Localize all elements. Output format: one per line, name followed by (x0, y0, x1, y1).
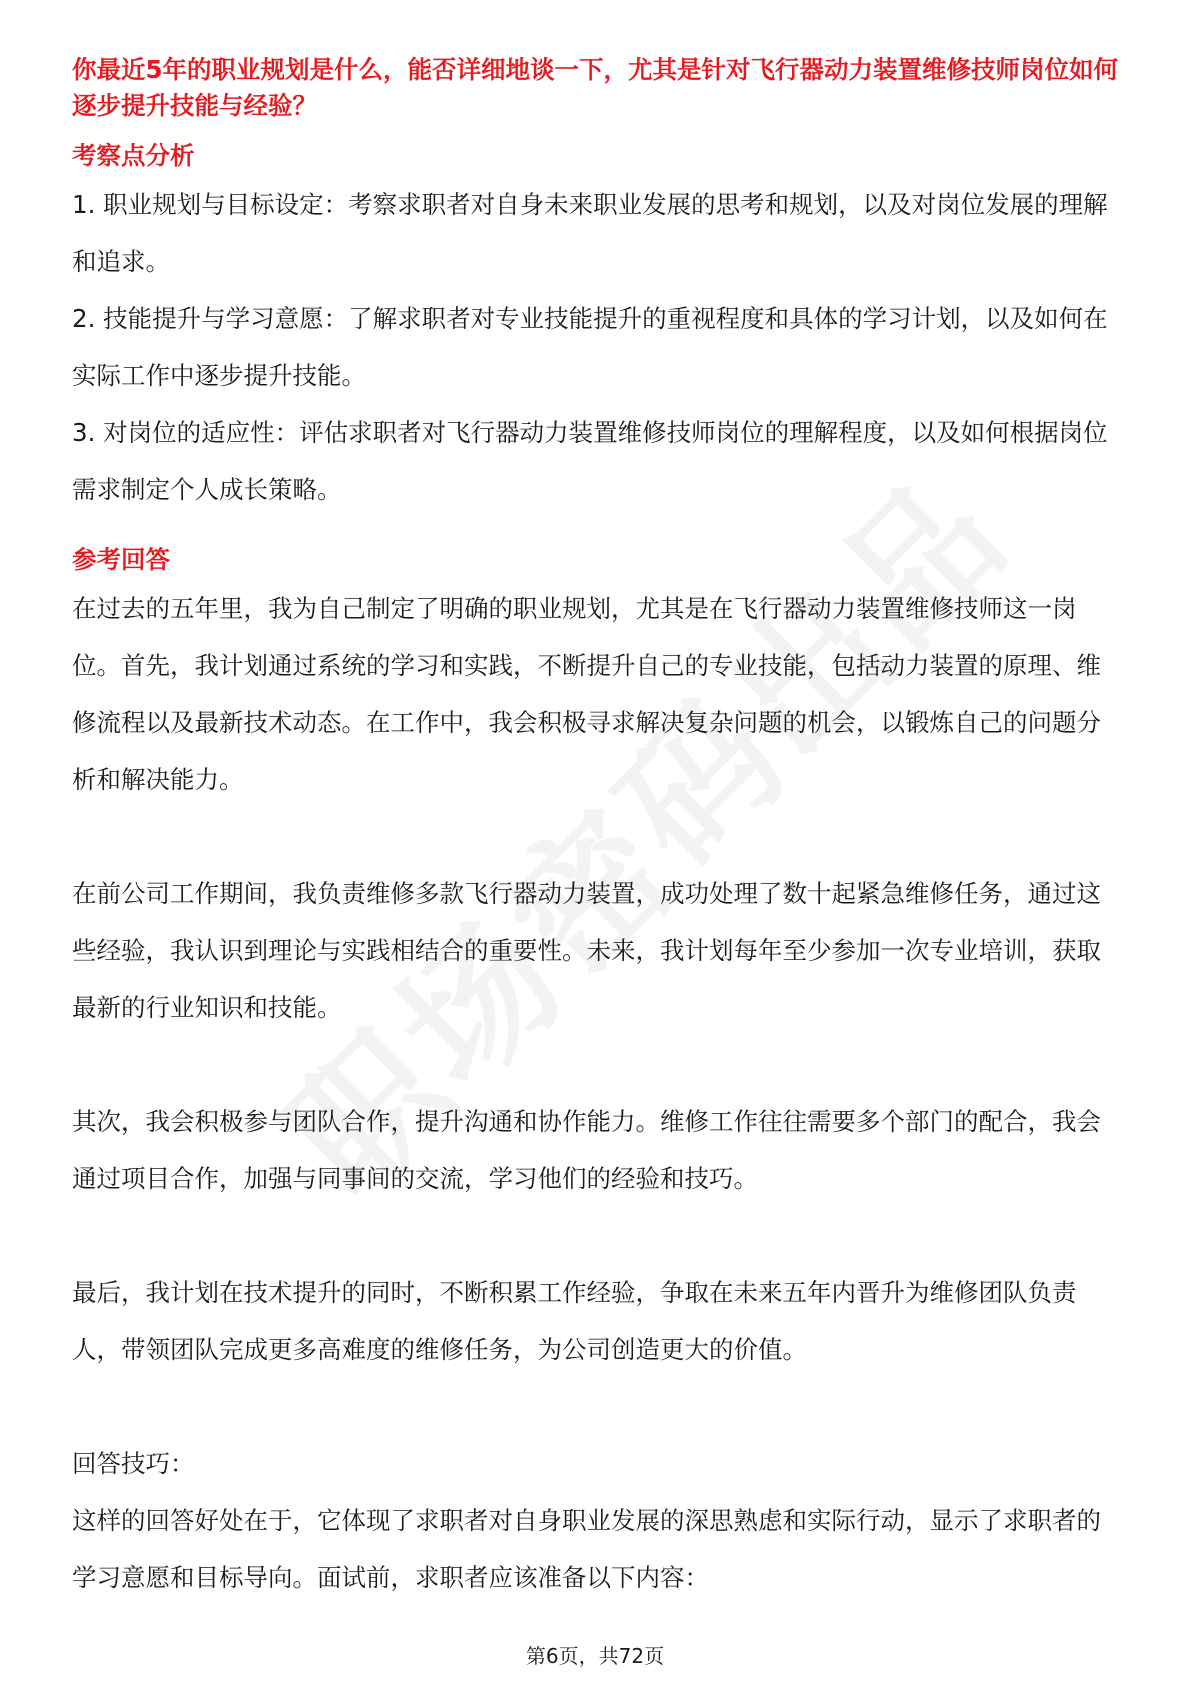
analysis-item-2: 2. 技能提升与学习意愿：了解求职者对专业技能提升的重视程度和具体的学习计划，以及如何在实际工作中逐步提升技能。 (72, 304, 1108, 390)
tips-title: 回答技巧： (72, 1449, 195, 1478)
page-footer: 第6页，共72页 (525, 1644, 665, 1668)
tips-text: 这样的回答好处在于，它体现了求职者对自身职业发展的深思熟虑和实际行动，显示了求职者的学习意愿和目标导向。面试前，求职者应该准备以下内容： (72, 1506, 1101, 1592)
analysis-list (72, 176, 1120, 518)
answer-title: 参考回答 (72, 545, 170, 574)
document-page (72, 52, 1120, 1606)
answer-paragraph-3: 其次，我会积极参与团队合作，提升沟通和协作能力。维修工作往往需要多个部门的配合，我会通过项目合作，加强与同事间的交流，学习他们的经验和技巧。 (72, 1107, 1101, 1193)
answer-paragraph-1: 在过去的五年里，我为自己制定了明确的职业规划，尤其是在飞行器动力装置维修技师这一岗位。首先，我计划通过系统的学习和实践，不断提升自己的专业技能，包括动力装置的原理、维修流程以及最新技术动态。在工作中，我会积极寻求解决复杂问题的机会，以锻炼自己的问题分析和解决能力。 (72, 594, 1101, 794)
answer-paragraph-2: 在前公司工作期间，我负责维修多款飞行器动力装置，成功处理了数十起紧急维修任务，通过这些经验，我认识到理论与实践相结合的重要性。未来，我计划每年至少参加一次专业培训，获取最新的行业知识和技能。 (72, 879, 1101, 1022)
answer-body (72, 580, 1120, 1378)
analysis-title: 考察点分析 (72, 141, 195, 170)
question-heading: 你最近5年的职业规划是什么，能否详细地谈一下，尤其是针对飞行器动力装置维修技师岗位如何逐步提升技能与经验？ (72, 55, 1119, 120)
answer-paragraph-4: 最后，我计划在技术提升的同时，不断积累工作经验，争取在未来五年内晋升为维修团队负责人，带领团队完成更多高难度的维修任务，为公司创造更大的价值。 (72, 1278, 1077, 1364)
analysis-item-1: 1. 职业规划与目标设定：考察求职者对自身未来职业发展的思考和规划，以及对岗位发展的理解和追求。 (72, 190, 1108, 276)
analysis-item-3: 3. 对岗位的适应性：评估求职者对飞行器动力装置维修技师岗位的理解程度，以及如何根据岗位需求制定个人成长策略。 (72, 418, 1108, 504)
